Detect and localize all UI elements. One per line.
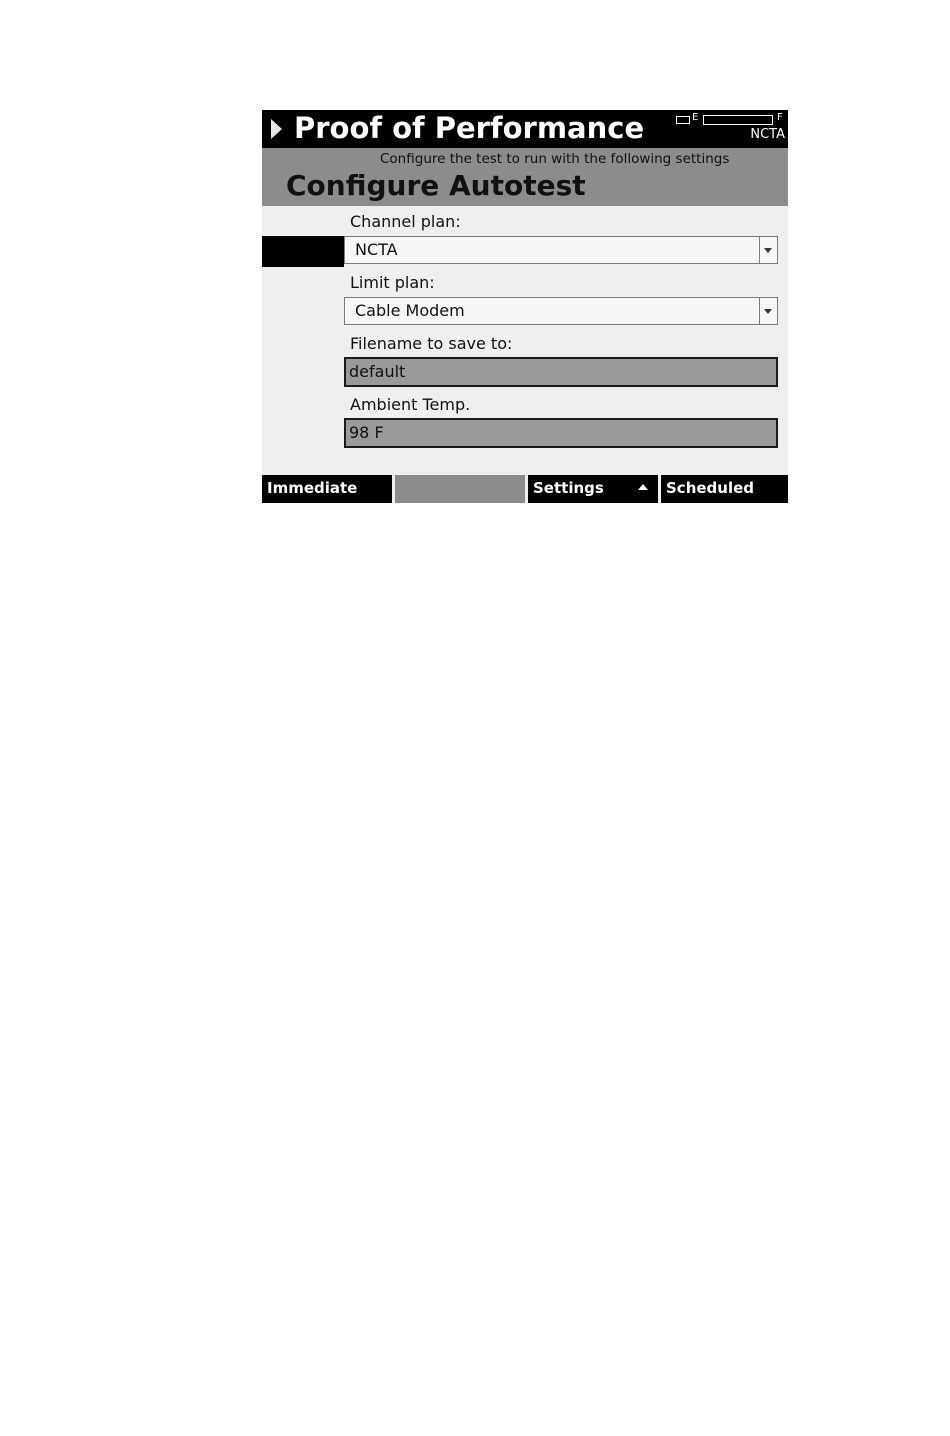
scheduled-softkey[interactable]: Scheduled [661, 475, 788, 503]
channel-plan-indicator: NCTA [750, 127, 785, 142]
ambient-temp-value: 98 F [349, 423, 384, 442]
chevron-down-icon [764, 309, 772, 314]
settings-softkey[interactable] [528, 475, 658, 503]
title-bar [262, 110, 788, 148]
battery-cell-icon [676, 116, 690, 124]
immediate-softkey[interactable]: Immediate [262, 475, 392, 503]
limit-plan-dropdown[interactable] [344, 297, 778, 325]
battery-empty-label: E [692, 112, 699, 123]
channel-plan-dropdown[interactable] [344, 236, 778, 264]
battery-gauge-icon [676, 114, 788, 126]
selection-marker [262, 236, 344, 267]
channel-plan-label: Channel plan: [350, 212, 461, 231]
app-title: Proof of Performance [294, 111, 645, 145]
device-screen [262, 110, 788, 503]
page-subtitle: Configure the test to run with the following settings [380, 151, 730, 167]
page-header [262, 148, 788, 206]
arrow-up-icon [638, 484, 648, 490]
settings-softkey-label: Settings [533, 479, 604, 497]
limit-plan-value: Cable Modem [355, 301, 465, 320]
ambient-temp-label: Ambient Temp. [350, 395, 471, 414]
channel-plan-dropdown-button[interactable] [759, 237, 777, 263]
page-title: Configure Autotest [286, 169, 586, 202]
limit-plan-label: Limit plan: [350, 273, 435, 292]
blank-softkey[interactable] [395, 475, 525, 503]
limit-plan-dropdown-button[interactable] [759, 298, 777, 324]
channel-plan-value: NCTA [355, 240, 398, 259]
battery-level-bar [703, 115, 773, 125]
filename-value: default [349, 362, 406, 381]
ambient-temp-input[interactable] [344, 418, 778, 448]
filename-label: Filename to save to: [350, 334, 513, 353]
chevron-down-icon [764, 248, 772, 253]
play-arrow-icon [271, 119, 282, 139]
filename-input[interactable] [344, 357, 778, 387]
battery-full-label: F [777, 112, 783, 123]
